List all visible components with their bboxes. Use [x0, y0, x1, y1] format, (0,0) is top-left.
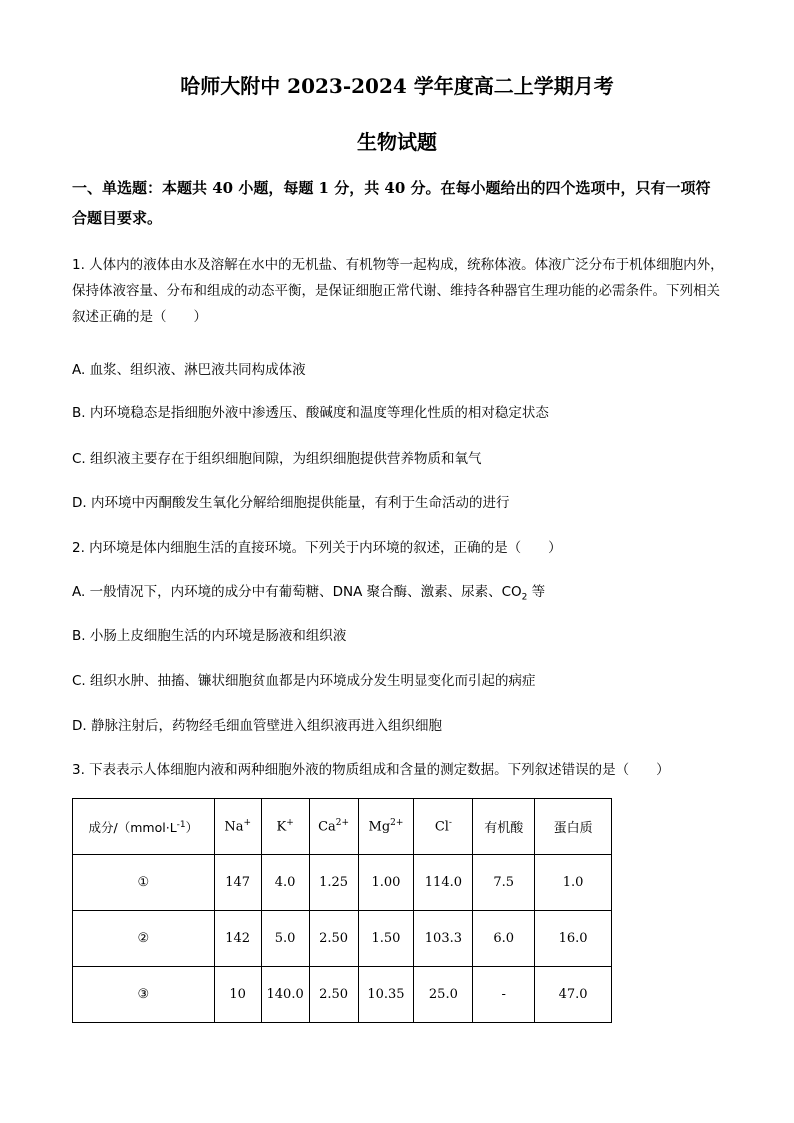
column-label: Na — [224, 819, 244, 835]
table-header-cell — [535, 799, 612, 855]
table-row — [73, 911, 612, 967]
question-2-option-a-subscript: 2 — [521, 592, 528, 603]
table-header-cell — [309, 799, 358, 855]
table-row — [73, 855, 612, 911]
question-1-stem: 1. 人体内的液体由水及溶解在水中的无机盐、有机物等一起构成，统称体液。体液广泛分布于机体细胞内外，保持体液容量、分布和组成的动态平衡，是保证细胞正常代谢、维持各种器官生理功能的必需条件。下列相关叙述正确的是（ ） — [72, 257, 724, 325]
table-cell: 1.25 — [309, 855, 358, 911]
table-cell: 114.0 — [414, 855, 473, 911]
row-label: ③ — [73, 967, 215, 1023]
table-header-label-tail: ） — [185, 819, 199, 835]
column-label: K — [276, 819, 287, 835]
column-label: 有机酸 — [484, 821, 524, 836]
column-label-sup: + — [243, 818, 252, 829]
table-cell: 16.0 — [535, 911, 612, 967]
table-header-row — [73, 799, 612, 855]
table-header-cell — [414, 799, 473, 855]
question-3-stem: 3. 下表表示人体细胞内液和两种细胞外液的物质组成和含量的测定数据。下列叙述错误的是（ ） — [72, 762, 670, 778]
table-cell: 2.50 — [309, 967, 358, 1023]
column-label: Cl — [434, 819, 449, 835]
table-row — [73, 967, 612, 1023]
column-label-sup: - — [448, 818, 452, 829]
table-cell: 140.0 — [261, 967, 309, 1023]
column-label: Ca — [318, 819, 336, 835]
table-cell: 6.0 — [473, 911, 535, 967]
question-1-option-d: D. 内环境中丙酮酸发生氧化分解给细胞提供能量，有利于生命活动的进行 — [72, 495, 510, 511]
table-cell: 147 — [214, 855, 261, 911]
table-header-cell — [358, 799, 414, 855]
table-header-cell — [473, 799, 535, 855]
table-cell: 2.50 — [309, 911, 358, 967]
section-heading: 一、单选题：本题共 40 小题，每题 1 分，共 40 分。在每小题给出的四个选项中，只有一项符合题目要求。 — [72, 179, 711, 227]
table-cell: 25.0 — [414, 967, 473, 1023]
table-cell: 103.3 — [414, 911, 473, 967]
question-1-option-b: B. 内环境稳态是指细胞外液中渗透压、酸碱度和温度等理化性质的相对稳定状态 — [72, 405, 549, 421]
exam-title: 哈师大附中 2023-2024 学年度高二上学期月考 — [180, 74, 614, 98]
table-header-cell — [73, 799, 215, 855]
composition-table — [72, 798, 612, 1023]
question-1-option-c: C. 组织液主要存在于组织细胞间隙，为组织细胞提供营养物质和氧气 — [72, 451, 482, 467]
table-cell: 1.00 — [358, 855, 414, 911]
exam-subtitle: 生物试题 — [357, 130, 437, 154]
question-2-stem: 2. 内环境是体内细胞生活的直接环境。下列关于内环境的叙述，正确的是（ ） — [72, 540, 562, 556]
table-cell: 4.0 — [261, 855, 309, 911]
column-label-sup: 2+ — [335, 818, 350, 829]
table-header-label: 成分/（mmol·L — [88, 819, 177, 835]
table-header-cell — [214, 799, 261, 855]
question-2-option-c: C. 组织水肿、抽搐、镰状细胞贫血都是内环境成分发生明显变化而引起的病症 — [72, 673, 536, 689]
question-2-option-a — [72, 579, 724, 611]
table-cell: - — [473, 967, 535, 1023]
column-label: 蛋白质 — [553, 821, 593, 836]
table-header-label-sup: -1 — [176, 819, 186, 830]
question-2-option-a-text: A. 一般情况下，内环境的成分中有葡萄糖、DNA 聚合酶、激素、尿素、CO — [72, 584, 522, 600]
row-label: ① — [73, 855, 215, 911]
table-cell: 5.0 — [261, 911, 309, 967]
table-cell: 1.50 — [358, 911, 414, 967]
table-cell: 142 — [214, 911, 261, 967]
question-1-option-a: A. 血浆、组织液、淋巴液共同构成体液 — [72, 362, 306, 378]
column-label: Mg — [368, 819, 391, 835]
question-2-option-d: D. 静脉注射后，药物经毛细血管壁进入组织液再进入组织细胞 — [72, 718, 442, 734]
row-label: ② — [73, 911, 215, 967]
column-label-sup: 2+ — [390, 818, 404, 829]
question-2-option-b: B. 小肠上皮细胞生活的内环境是肠液和组织液 — [72, 628, 347, 644]
table-cell: 7.5 — [473, 855, 535, 911]
table-cell: 1.0 — [535, 855, 612, 911]
table-header-cell — [261, 799, 309, 855]
table-cell: 10.35 — [358, 967, 414, 1023]
column-label-sup: + — [286, 818, 294, 829]
table-cell: 10 — [214, 967, 261, 1023]
table-cell: 47.0 — [535, 967, 612, 1023]
question-2-option-a-tail: 等 — [527, 584, 546, 600]
